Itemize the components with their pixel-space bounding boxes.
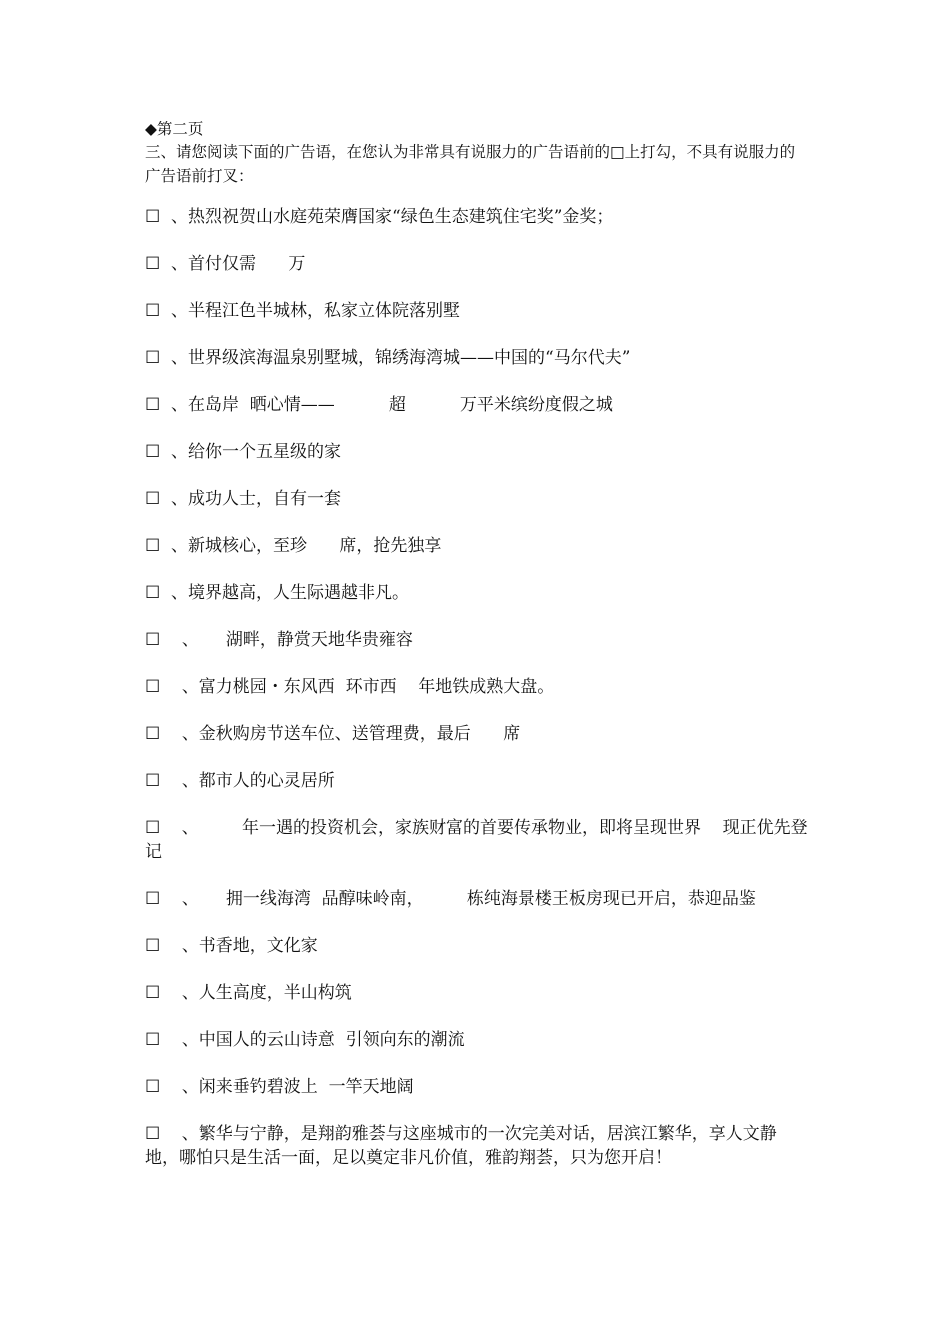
slogan-text: 、金秋购房节送车位、送管理费，最后 席 — [171, 724, 521, 744]
checkbox-icon[interactable]: ☐ — [145, 936, 161, 956]
slogan-item — [145, 346, 810, 370]
checkbox-icon[interactable]: ☐ — [145, 348, 161, 368]
slogan-text: 、首付仅需 万 — [171, 254, 306, 274]
checkbox-icon[interactable]: ☐ — [145, 630, 161, 650]
slogan-item — [145, 816, 810, 864]
slogan-text: 、富力桃园・东风西 环市西 年地铁成熟大盘。 — [171, 677, 555, 697]
slogan-text: 、人生高度，半山构筑 — [171, 983, 352, 1003]
checkbox-icon[interactable]: ☐ — [145, 1077, 161, 1097]
slogan-item — [145, 675, 810, 699]
slogan-item — [145, 1075, 810, 1099]
slogan-item — [145, 581, 810, 605]
checkbox-icon[interactable]: ☐ — [145, 207, 161, 227]
slogan-list — [145, 205, 810, 1170]
slogan-text: 、繁华与宁静，是翔韵雅荟与这座城市的一次完美对话，居滨江繁华，享人文静地，哪怕只是生活一面，足以奠定非凡价值，雅韵翔荟，只为您开启！ — [145, 1124, 777, 1168]
checkbox-icon[interactable]: ☐ — [145, 983, 161, 1003]
checkbox-icon[interactable]: ☐ — [145, 889, 161, 909]
slogan-text: 、在岛岸 晒心情—— 超 万平米缤纷度假之城 — [171, 395, 613, 415]
slogan-text: 、都市人的心灵居所 — [171, 771, 335, 791]
slogan-text: 、热烈祝贺山水庭苑荣膺国家“绿色生态建筑住宅奖”金奖； — [171, 207, 614, 227]
checkbox-icon[interactable]: ☐ — [145, 724, 161, 744]
checkbox-icon[interactable]: ☐ — [145, 254, 161, 274]
checkbox-icon[interactable]: ☐ — [145, 1124, 161, 1144]
checkbox-icon[interactable]: ☐ — [145, 442, 161, 462]
slogan-item — [145, 393, 810, 417]
checkbox-icon[interactable]: ☐ — [145, 1030, 161, 1050]
slogan-item — [145, 887, 810, 911]
slogan-item — [145, 934, 810, 958]
checkbox-icon[interactable]: ☐ — [145, 583, 161, 603]
slogan-item — [145, 722, 810, 746]
survey-section — [145, 118, 810, 1193]
slogan-text: 、境界越高，人生际遇越非凡。 — [171, 583, 409, 603]
slogan-item — [145, 299, 810, 323]
slogan-text: 、中国人的云山诗意 引领向东的潮流 — [171, 1030, 465, 1050]
checkbox-icon[interactable]: ☐ — [145, 771, 161, 791]
checkbox-icon[interactable]: ☐ — [145, 395, 161, 415]
slogan-item — [145, 487, 810, 511]
slogan-text: 、 湖畔，静赏天地华贵雍容 — [171, 630, 413, 650]
checkbox-icon[interactable]: ☐ — [145, 301, 161, 321]
checkbox-icon[interactable]: ☐ — [145, 677, 161, 697]
slogan-item — [145, 205, 810, 229]
page-title: ◆第二页 — [145, 120, 204, 138]
slogan-item — [145, 252, 810, 276]
slogan-item — [145, 1028, 810, 1052]
slogan-text: 、闲来垂钓碧波上 一竿天地阔 — [171, 1077, 414, 1097]
slogan-text: 、书香地，文化家 — [171, 936, 318, 956]
slogan-item — [145, 628, 810, 652]
slogan-item — [145, 981, 810, 1005]
slogan-text: 、新城核心，至珍 席，抢先独享 — [171, 536, 442, 556]
checkbox-icon[interactable]: ☐ — [145, 489, 161, 509]
slogan-text: 、半程江色半城林，私家立体院落别墅 — [171, 301, 460, 321]
slogan-item — [145, 440, 810, 464]
slogan-text: 、给你一个五星级的家 — [171, 442, 341, 462]
slogan-item — [145, 1122, 810, 1170]
slogan-text: 、世界级滨海温泉别墅城，锦绣海湾城——中国的“马尔代夫” — [171, 348, 631, 368]
slogan-text: 、成功人士，自有一套 — [171, 489, 341, 509]
checkbox-icon[interactable]: ☐ — [145, 536, 161, 556]
question-instruction: 三、请您阅读下面的广告语，在您认为非常具有说服力的广告语前的□上打勾，不具有说服力的广告语前打叉： — [145, 143, 796, 185]
checkbox-icon[interactable]: ☐ — [145, 818, 161, 838]
slogan-item — [145, 769, 810, 793]
slogan-text: 、 拥一线海湾 品醇味岭南， 栋纯海景楼王板房现已开启，恭迎品鉴 — [171, 889, 756, 909]
slogan-text: 、 年一遇的投资机会，家族财富的首要传承物业，即将呈现世界 现正优先登记 — [145, 818, 808, 862]
slogan-item — [145, 534, 810, 558]
